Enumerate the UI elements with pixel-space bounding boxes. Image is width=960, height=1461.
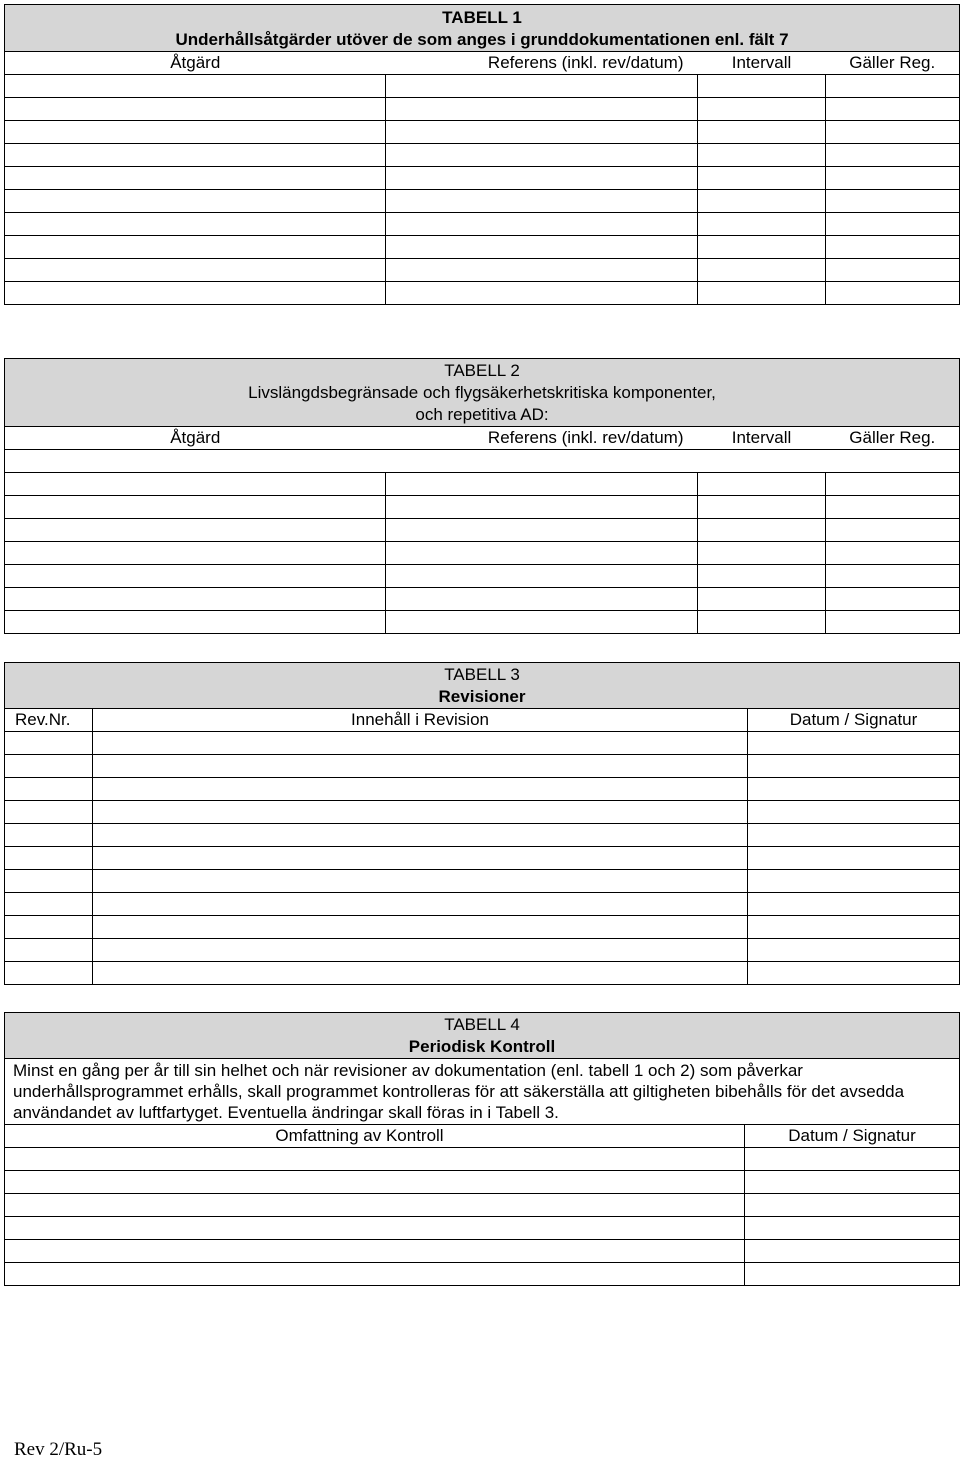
table-row — [5, 473, 960, 496]
column-header-omfattning: Omfattning av Kontroll — [5, 1125, 745, 1148]
table-cell[interactable] — [5, 893, 93, 916]
table-cell[interactable] — [386, 611, 698, 634]
table-cell[interactable] — [5, 519, 386, 542]
table-cell[interactable] — [698, 473, 826, 496]
table-cell[interactable] — [826, 236, 960, 259]
table-cell[interactable] — [5, 496, 386, 519]
table-row — [5, 824, 960, 847]
table-row — [5, 496, 960, 519]
table-cell[interactable] — [5, 282, 386, 305]
table-cell[interactable] — [5, 1263, 745, 1286]
table-cell[interactable] — [748, 778, 960, 801]
table-cell[interactable] — [698, 75, 826, 98]
table-cell[interactable] — [386, 236, 698, 259]
table-cell[interactable] — [826, 98, 960, 121]
table-4 — [4, 1012, 960, 1286]
table-row — [5, 801, 960, 824]
table-row — [5, 916, 960, 939]
table-row — [5, 190, 960, 213]
table-3-header-row — [5, 709, 960, 732]
table-row — [5, 1171, 960, 1194]
table-row — [5, 1148, 960, 1171]
table-cell[interactable] — [698, 542, 826, 565]
table-cell[interactable] — [5, 259, 386, 282]
column-header-intervall: Intervall — [698, 427, 826, 450]
table-cell[interactable] — [93, 870, 748, 893]
table-cell[interactable] — [698, 259, 826, 282]
table-row — [5, 1240, 960, 1263]
table-cell[interactable] — [5, 473, 386, 496]
table-row — [5, 144, 960, 167]
table-row — [5, 962, 960, 985]
column-header-referens: Referens (inkl. rev/datum) — [386, 427, 698, 450]
table-cell[interactable] — [5, 167, 386, 190]
table-cell[interactable] — [745, 1217, 960, 1240]
table-cell[interactable] — [5, 588, 386, 611]
table-row — [5, 75, 960, 98]
table-cell[interactable] — [386, 121, 698, 144]
table-row — [5, 167, 960, 190]
table-cell[interactable] — [745, 1148, 960, 1171]
table-row — [5, 236, 960, 259]
table-cell[interactable] — [748, 847, 960, 870]
table-row — [5, 1194, 960, 1217]
table-row — [5, 450, 960, 473]
table-cell[interactable] — [5, 144, 386, 167]
table-row — [5, 519, 960, 542]
table-cell[interactable] — [698, 98, 826, 121]
column-header-innehall: Innehåll i Revision — [93, 709, 748, 732]
table-cell[interactable] — [698, 190, 826, 213]
table-cell[interactable] — [5, 75, 386, 98]
table-cell[interactable] — [748, 870, 960, 893]
table-cell[interactable] — [826, 167, 960, 190]
table-row — [5, 121, 960, 144]
table-cell[interactable] — [5, 213, 386, 236]
table-cell[interactable] — [698, 588, 826, 611]
table-row — [5, 893, 960, 916]
table-cell[interactable] — [5, 732, 93, 755]
table-row — [5, 732, 960, 755]
table-cell[interactable] — [93, 847, 748, 870]
table-2 — [4, 358, 960, 634]
column-header-rev-nr: Rev.Nr. — [5, 709, 93, 732]
table-cell[interactable] — [698, 144, 826, 167]
table-cell[interactable] — [5, 611, 386, 634]
table-cell[interactable] — [386, 519, 698, 542]
table-cell[interactable] — [748, 893, 960, 916]
table-4-title-cell — [5, 1013, 960, 1059]
table-cell[interactable] — [5, 1148, 745, 1171]
table-cell[interactable] — [826, 259, 960, 282]
table-cell[interactable] — [748, 824, 960, 847]
table-cell[interactable] — [748, 962, 960, 985]
table-cell[interactable] — [745, 1263, 960, 1286]
table-3-title: TABELL 3 — [444, 665, 520, 684]
table-1-title-cell — [5, 5, 960, 52]
table-cell[interactable] — [5, 916, 93, 939]
table-cell[interactable] — [5, 1171, 745, 1194]
table-cell[interactable] — [5, 1217, 745, 1240]
table-4-header-row — [5, 1125, 960, 1148]
table-1 — [4, 4, 960, 305]
table-cell[interactable] — [5, 755, 93, 778]
table-row — [5, 282, 960, 305]
table-cell[interactable] — [826, 565, 960, 588]
table-2-title: TABELL 2 — [444, 361, 520, 380]
table-cell[interactable] — [745, 1240, 960, 1263]
table-1-title: TABELL 1 — [442, 8, 522, 27]
table-cell[interactable] — [5, 939, 93, 962]
table-cell[interactable] — [5, 778, 93, 801]
table-cell[interactable] — [386, 98, 698, 121]
table-cell[interactable] — [5, 565, 386, 588]
table-cell[interactable] — [5, 236, 386, 259]
column-header-datum-signatur: Datum / Signatur — [745, 1125, 960, 1148]
table-cell[interactable] — [748, 801, 960, 824]
table-cell[interactable] — [745, 1171, 960, 1194]
table-cell[interactable] — [5, 450, 960, 473]
table-cell[interactable] — [698, 519, 826, 542]
table-cell[interactable] — [5, 801, 93, 824]
table-cell[interactable] — [386, 588, 698, 611]
table-row — [5, 1263, 960, 1286]
table-cell[interactable] — [698, 236, 826, 259]
table-cell[interactable] — [386, 213, 698, 236]
table-row — [5, 778, 960, 801]
table-cell[interactable] — [826, 473, 960, 496]
table-cell[interactable] — [698, 565, 826, 588]
column-header-referens: Referens (inkl. rev/datum) — [386, 52, 698, 75]
table-cell[interactable] — [826, 144, 960, 167]
column-header-datum-signatur: Datum / Signatur — [748, 709, 960, 732]
table-cell[interactable] — [698, 282, 826, 305]
table-cell[interactable] — [5, 98, 386, 121]
table-cell[interactable] — [93, 801, 748, 824]
column-header-atgard: Åtgärd — [5, 427, 386, 450]
table-cell[interactable] — [826, 542, 960, 565]
table-cell[interactable] — [748, 939, 960, 962]
table-row — [5, 259, 960, 282]
table-cell[interactable] — [5, 870, 93, 893]
table-cell[interactable] — [5, 962, 93, 985]
table-3-title-cell — [5, 663, 960, 709]
table-cell[interactable] — [5, 1194, 745, 1217]
table-cell[interactable] — [826, 75, 960, 98]
table-cell[interactable] — [93, 939, 748, 962]
table-row — [5, 213, 960, 236]
table-cell[interactable] — [5, 847, 93, 870]
table-cell[interactable] — [386, 282, 698, 305]
table-cell[interactable] — [386, 75, 698, 98]
table-row — [5, 939, 960, 962]
table-row — [5, 611, 960, 634]
table-cell[interactable] — [386, 496, 698, 519]
table-row — [5, 847, 960, 870]
table-3 — [4, 662, 960, 985]
table-cell[interactable] — [93, 778, 748, 801]
table-cell[interactable] — [5, 542, 386, 565]
table-4-subtitle: Periodisk Kontroll — [408, 1037, 556, 1056]
table-cell[interactable] — [826, 519, 960, 542]
table-cell[interactable] — [698, 121, 826, 144]
table-cell[interactable] — [826, 611, 960, 634]
column-header-atgard: Åtgärd — [5, 52, 386, 75]
table-cell[interactable] — [5, 121, 386, 144]
table-cell[interactable] — [698, 213, 826, 236]
table-cell[interactable] — [93, 732, 748, 755]
table-row — [5, 542, 960, 565]
table-cell[interactable] — [93, 962, 748, 985]
table-cell[interactable] — [826, 588, 960, 611]
table-cell[interactable] — [5, 190, 386, 213]
table-cell[interactable] — [386, 542, 698, 565]
table-cell[interactable] — [826, 190, 960, 213]
table-cell[interactable] — [386, 190, 698, 213]
table-2-subtitle-line-1: Livslängdsbegränsade och flygsäkerhetskritiska komponenter, — [248, 383, 716, 402]
table-cell[interactable] — [93, 893, 748, 916]
table-row — [5, 565, 960, 588]
table-cell[interactable] — [698, 496, 826, 519]
table-2-header-row — [5, 427, 960, 450]
table-cell[interactable] — [386, 144, 698, 167]
table-1-header-row — [5, 52, 960, 75]
table-cell[interactable] — [826, 213, 960, 236]
table-cell[interactable] — [93, 755, 748, 778]
table-cell[interactable] — [748, 755, 960, 778]
column-header-galler-reg: Gäller Reg. — [826, 52, 960, 75]
column-header-galler-reg: Gäller Reg. — [826, 427, 960, 450]
table-cell[interactable] — [93, 824, 748, 847]
table-4-description: Minst en gång per år till sin helhet och när revisioner av dokumentation (enl. tabell 1 och 2) som påverkar underhållsprogrammet erhålls, skall programmet kontrolleras för att säkerställa att giltigheten bibehålls för det avsedda användandet av luftfartyget. Eventuella ändringar skall föras in i Tabell 3. — [5, 1059, 960, 1125]
table-cell[interactable] — [5, 824, 93, 847]
table-cell[interactable] — [698, 167, 826, 190]
page-footer: Rev 2/Ru-5 — [14, 1439, 103, 1460]
table-cell[interactable] — [386, 473, 698, 496]
table-cell[interactable] — [93, 916, 748, 939]
table-row — [5, 98, 960, 121]
table-2-subtitle-line-2: och repetitiva AD: — [415, 405, 549, 424]
table-cell[interactable] — [386, 259, 698, 282]
column-header-intervall: Intervall — [698, 52, 826, 75]
table-cell[interactable] — [698, 611, 826, 634]
table-cell[interactable] — [386, 565, 698, 588]
table-4-title: TABELL 4 — [444, 1015, 520, 1034]
table-cell[interactable] — [748, 916, 960, 939]
table-1-subtitle: Underhållsåtgärder utöver de som anges i grunddokumentationen enl. fält 7 — [175, 30, 789, 49]
table-cell[interactable] — [386, 167, 698, 190]
table-row — [5, 755, 960, 778]
table-cell[interactable] — [745, 1194, 960, 1217]
table-row — [5, 870, 960, 893]
table-cell[interactable] — [826, 282, 960, 305]
table-row — [5, 1217, 960, 1240]
table-cell[interactable] — [826, 496, 960, 519]
table-cell[interactable] — [5, 1240, 745, 1263]
table-3-subtitle: Revisioner — [438, 687, 526, 706]
table-2-title-cell — [5, 359, 960, 427]
table-row — [5, 588, 960, 611]
table-cell[interactable] — [748, 732, 960, 755]
table-cell[interactable] — [826, 121, 960, 144]
